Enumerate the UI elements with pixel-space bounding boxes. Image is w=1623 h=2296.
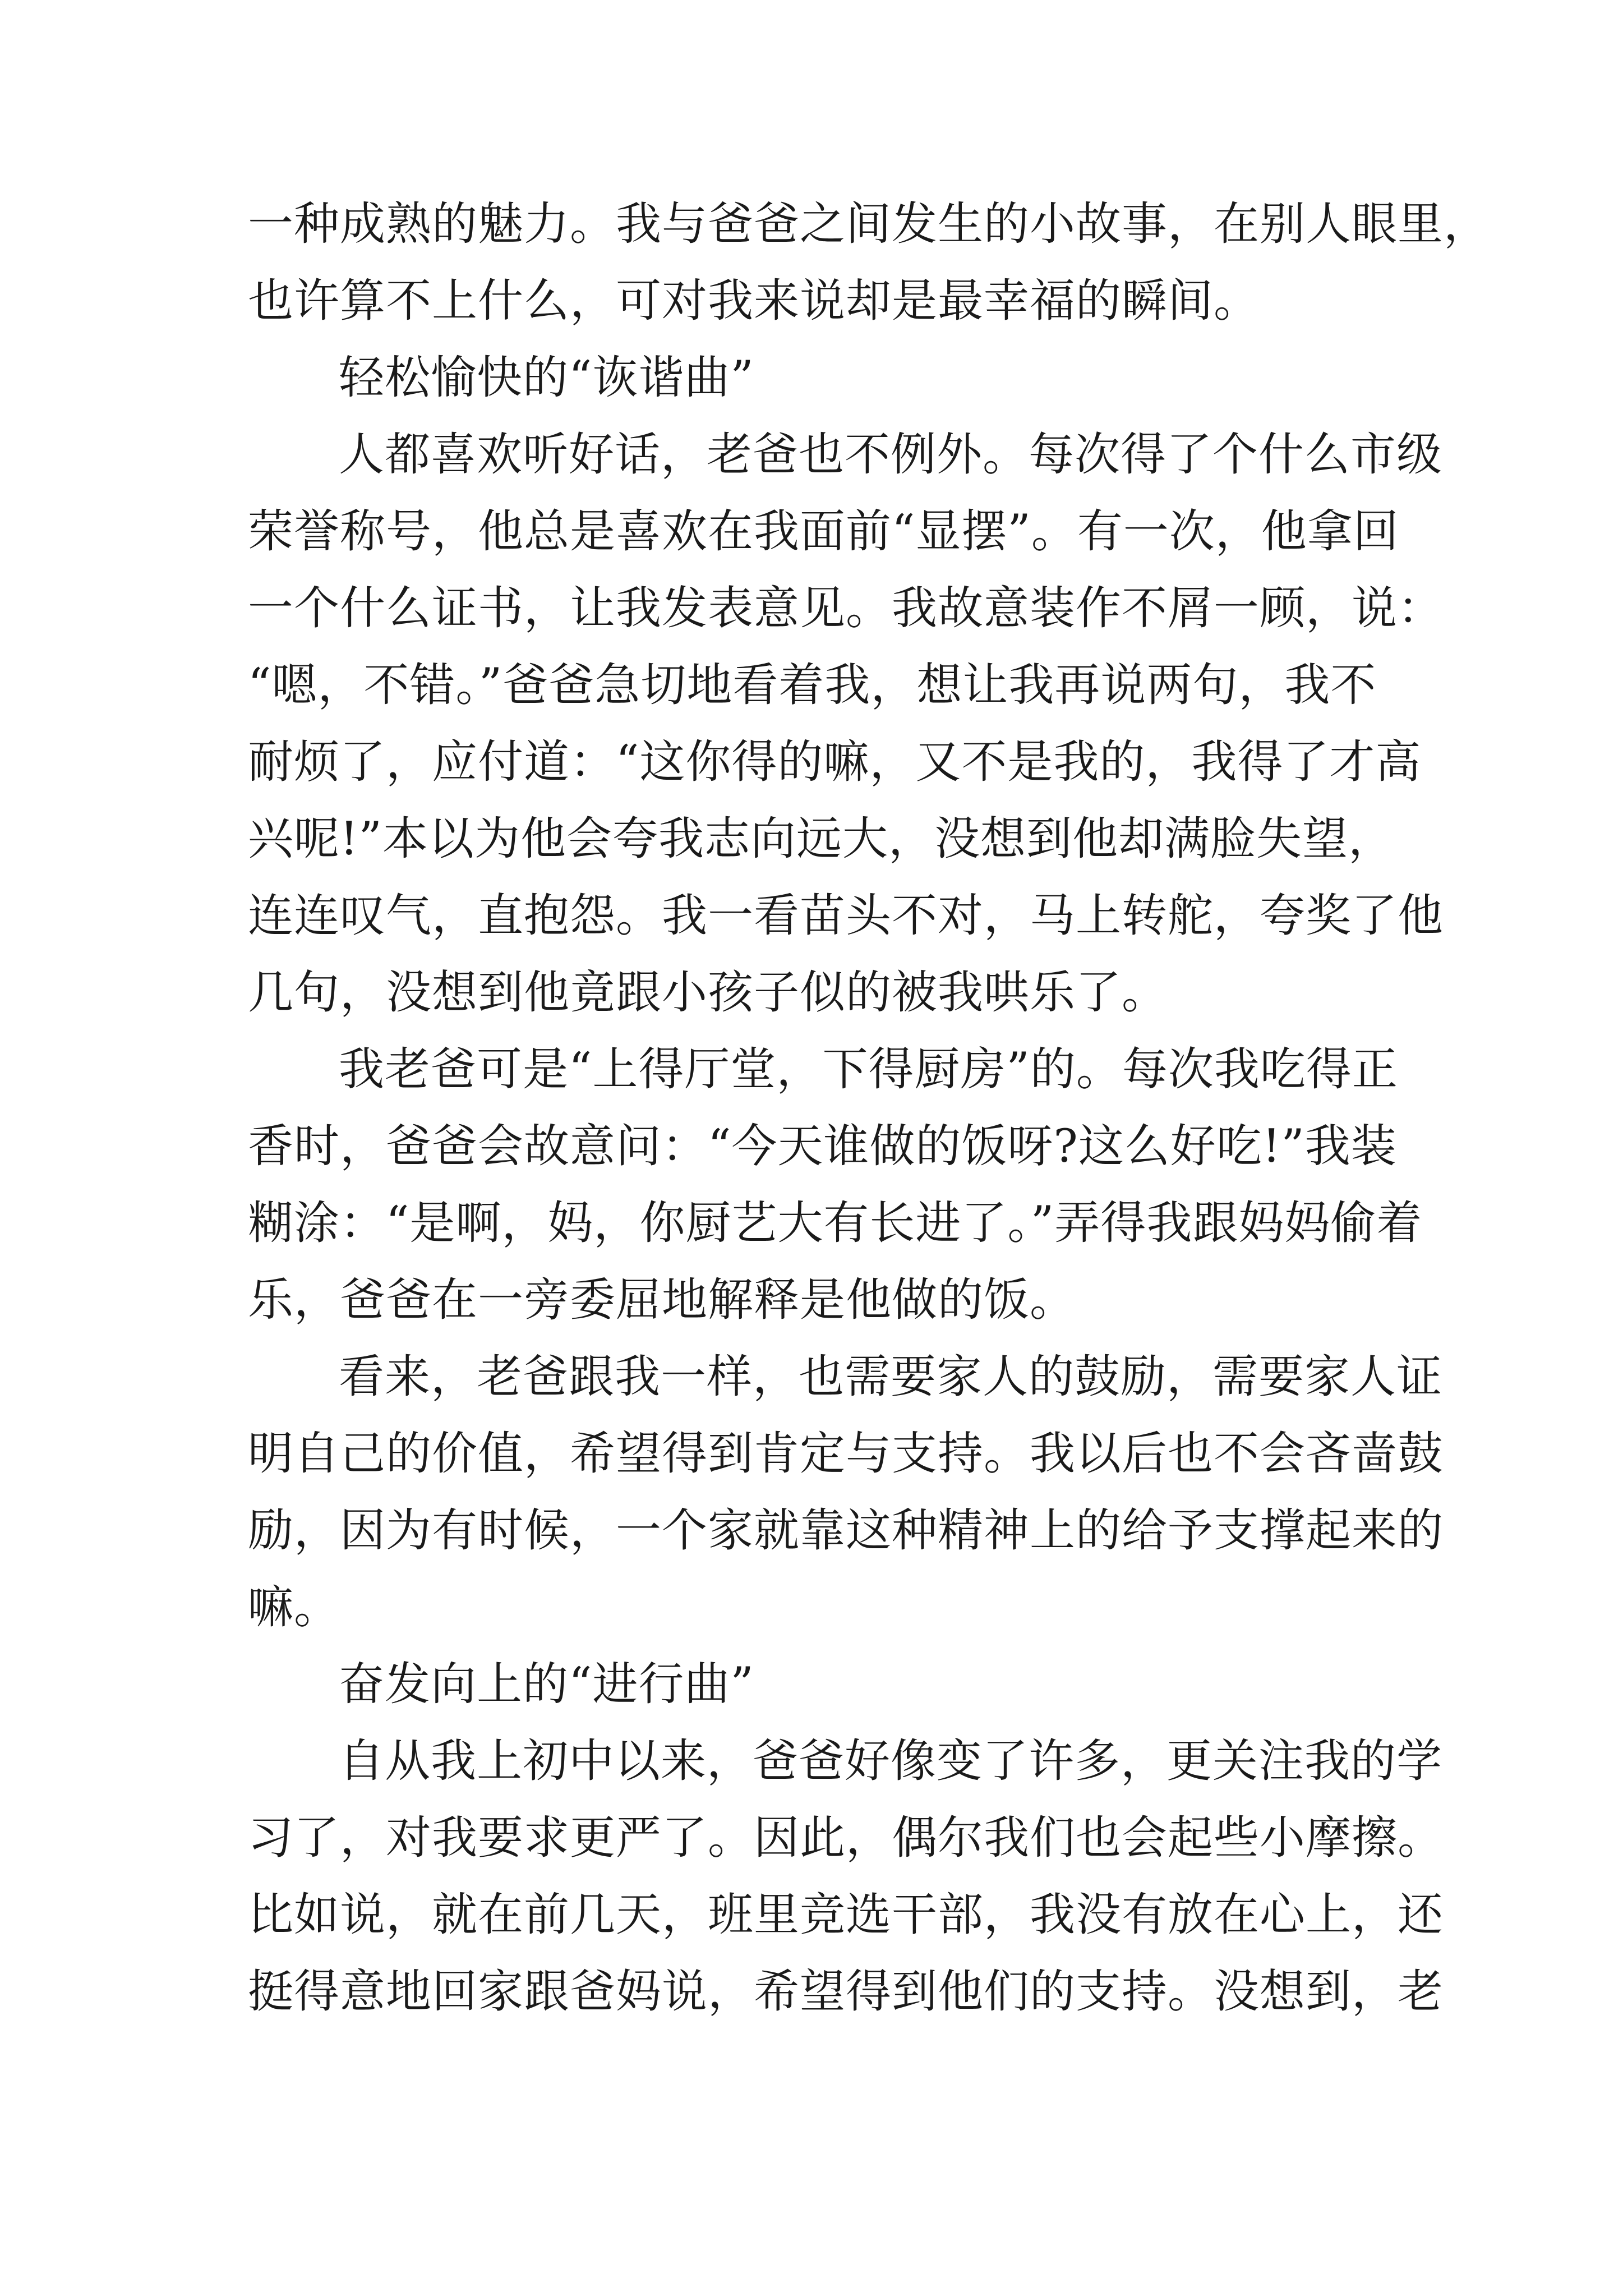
section-heading: 轻松愉快的“诙谐曲”: [339, 352, 754, 404]
text-line: 我老爸可是“上得厅堂，下得厨房”的。每次我吃得正: [339, 1043, 1398, 1096]
text-line: 连连叹气，直抱怨。我一看苗头不对，马上转舵，夸奖了他: [248, 890, 1444, 942]
text-line: 习了，对我要求更严了。因此，偶尔我们也会起些小摩擦。: [248, 1812, 1444, 1865]
text-line: 耐烦了，应付道：“这你得的嘛，又不是我的，我得了才高: [248, 736, 1422, 789]
text-line: 也许算不上什么，可对我来说却是最幸福的瞬间。: [248, 275, 1260, 328]
text-line: 挺得意地回家跟爸妈说，希望得到他们的支持。没想到，老: [248, 1966, 1444, 2018]
text-line: 比如说，就在前几天，班里竞选干部，我没有放在心上，还: [248, 1889, 1444, 1941]
text-line: 糊涂：“是啊，妈，你厨艺大有长进了。”弄得我跟妈妈偷着: [248, 1197, 1423, 1250]
text-line: 一种成熟的魅力。我与爸爸之间发生的小故事，在别人眼里，: [248, 198, 1490, 251]
text-line: “嗯，不错。”爸爸急切地看着我，想让我再说两句，我不: [248, 659, 1377, 712]
text-line: 一个什么证书，让我发表意见。我故意装作不屑一顾，说：: [248, 582, 1444, 635]
text-line: 励，因为有时候，一个家就靠这种精神上的给予支撑起来的: [248, 1504, 1444, 1557]
section-heading: 奋发向上的“进行曲”: [339, 1658, 754, 1711]
text-line: 人都喜欢听好话，老爸也不例外。每次得了个什么市级: [339, 429, 1443, 481]
text-line: 嘛。: [248, 1581, 340, 1634]
body-text: [248, 186, 1490, 2031]
text-line: 看来，老爸跟我一样，也需要家人的鼓励，需要家人证: [339, 1351, 1443, 1404]
text-line: 几句，没想到他竟跟小孩子似的被我哄乐了。: [248, 967, 1168, 1019]
text-line: 香时，爸爸会故意问：“今天谁做的饭呀?这么好吃!”我装: [248, 1120, 1397, 1173]
text-line: 兴呢!”本以为他会夸我志向远大，没想到他却满脸失望，: [248, 813, 1394, 866]
text-line: 自从我上初中以来，爸爸好像变了许多，更关注我的学: [339, 1735, 1443, 1788]
text-line: 明自己的价值，希望得到肯定与支持。我以后也不会吝啬鼓: [248, 1428, 1444, 1480]
text-line: 荣誉称号，他总是喜欢在我面前“显摆”。有一次，他拿回: [248, 505, 1399, 558]
text-line: 乐，爸爸在一旁委屈地解释是他做的饭。: [248, 1274, 1076, 1327]
